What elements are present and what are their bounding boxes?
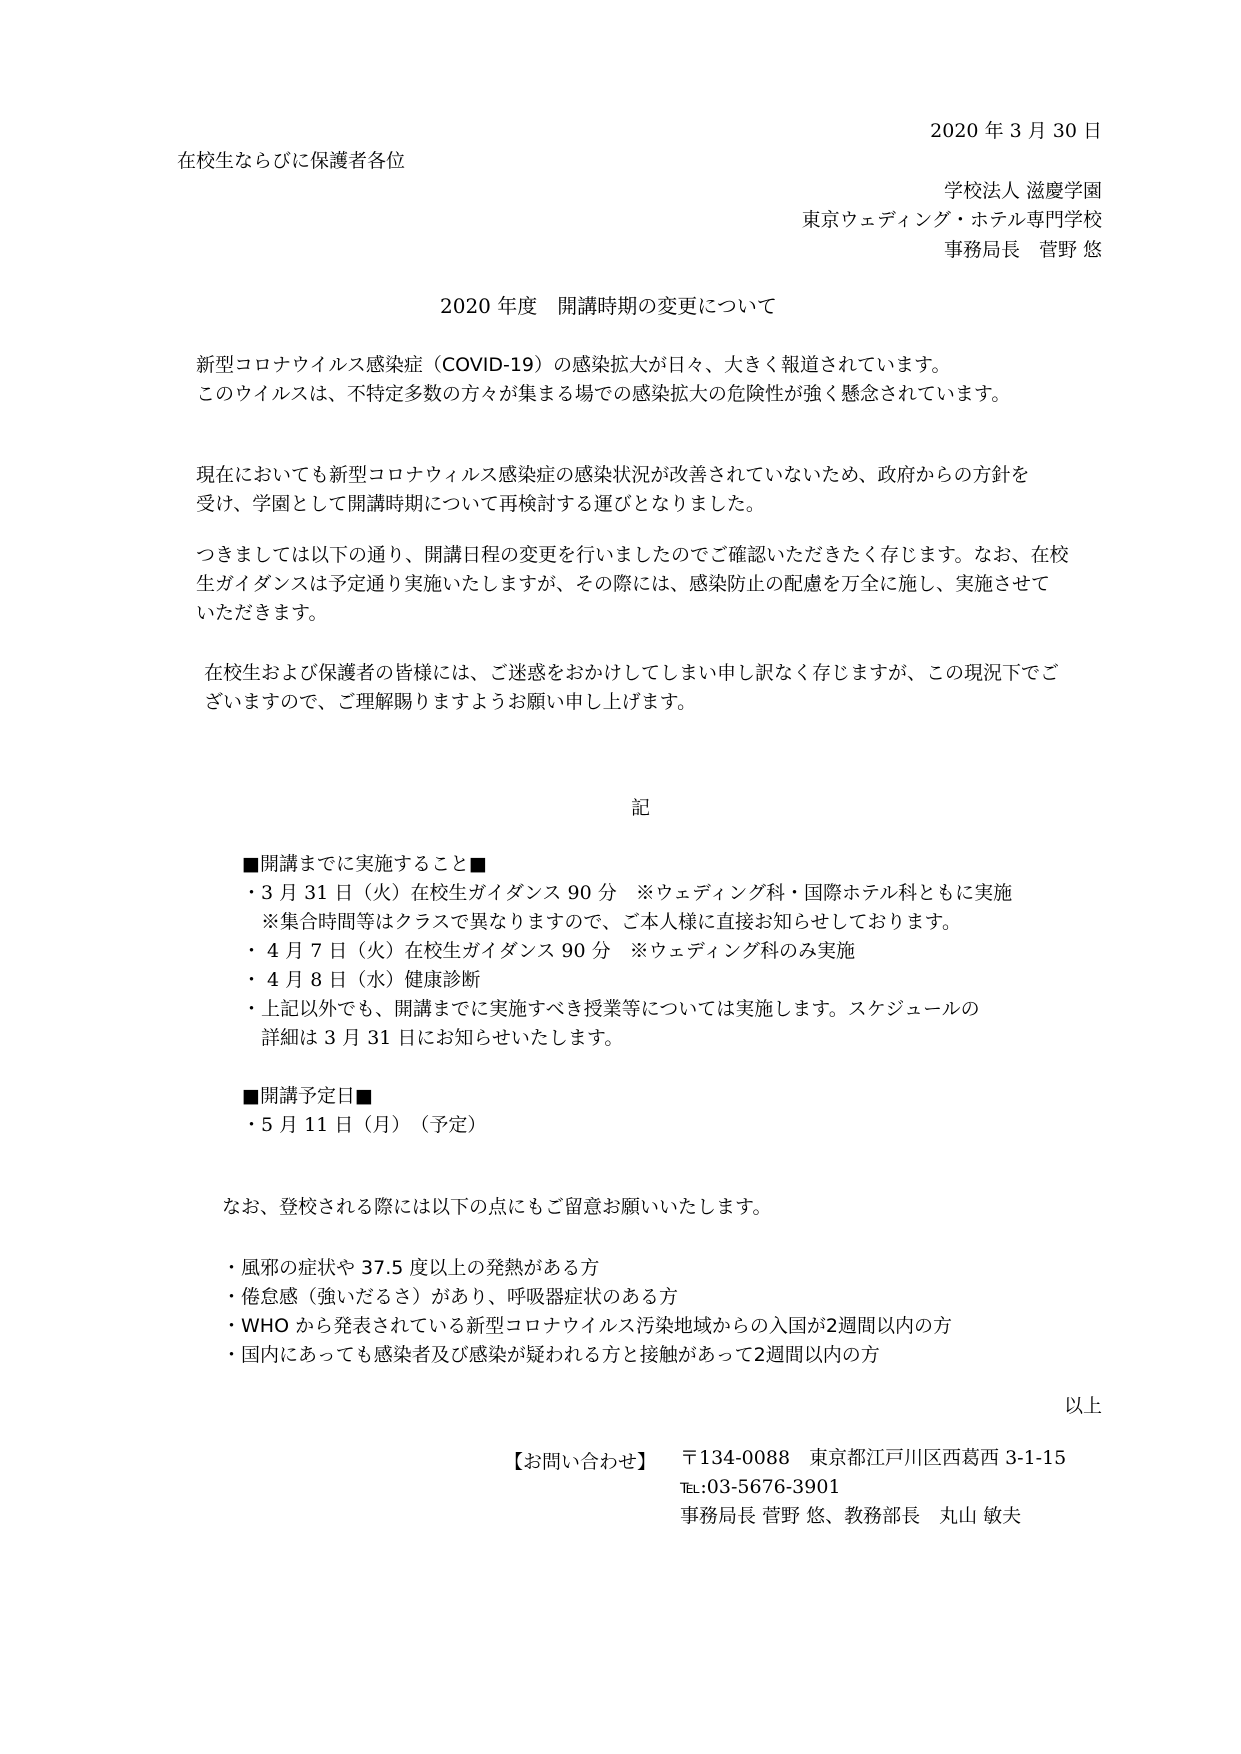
sender-person: 事務局長 菅野 悠 xyxy=(943,239,1102,261)
paragraph-line: いただきます。 xyxy=(196,602,328,624)
list-item: ・ 4 月 8 日（水）健康診断 xyxy=(242,969,481,991)
paragraph-line: 在校生および保護者の皆様には、ご迷惑をおかけしてしまい申し訳なく存じますが、この現況下でご xyxy=(204,662,1060,684)
sender-school: 東京ウェディング・ホテル専門学校 xyxy=(801,209,1102,231)
schedule-start-section xyxy=(242,1082,486,1140)
document-date: 2020 年 3 月 30 日 xyxy=(930,120,1102,142)
section-heading: ■開講予定日■ xyxy=(242,1085,373,1107)
document-title: 2020 年度 開講時期の変更について xyxy=(440,294,777,318)
paragraph-1 xyxy=(196,461,1030,519)
closing-mark: 以上 xyxy=(1063,1395,1102,1417)
notes-list xyxy=(222,1254,952,1370)
paragraph-2 xyxy=(196,541,1068,628)
contact-address: 〒134-0088 東京都江戸川区西葛西 3-1-15 xyxy=(680,1447,1067,1469)
ki-marker: 記 xyxy=(631,797,651,819)
paragraph-3 xyxy=(204,659,1059,717)
list-item: ・5 月 11 日（月） （予定） xyxy=(242,1114,487,1136)
contact-persons: 事務局長 菅野 悠、教務部長 丸山 敏夫 xyxy=(680,1505,1022,1527)
list-item: ※集合時間等はクラスで異なりますので、ご本人様に直接お知らせしております。 xyxy=(242,911,961,933)
intro-line: このウイルスは、不特定多数の方々が集まる場での感染拡大の危険性が強く懸念されています。 xyxy=(196,383,1011,405)
schedule-before-list xyxy=(242,879,1012,1053)
list-item: ・ 4 月 7 日（火）在校生ガイダンス 90 分 ※ウェディング科のみ実施 xyxy=(242,940,855,962)
section-heading: ■開講までに実施すること■ xyxy=(242,853,487,875)
paragraph-line: 生ガイダンスは予定通り実施いたしますが、その際には、感染防止の配慮を万全に施し、実施させて xyxy=(196,573,1051,595)
list-item: ・3 月 31 日（火）在校生ガイダンス 90 分 ※ウェディング科・国際ホテル科ともに実施 xyxy=(242,882,1013,904)
addressee: 在校生ならびに保護者各位 xyxy=(177,150,406,172)
paragraph-line: つきましては以下の通り、開講日程の変更を行いましたのでご確認いただきたく存じます。なお、在校 xyxy=(196,544,1069,566)
sender-organization: 学校法人 滋慶学園 xyxy=(943,180,1102,202)
list-item: ・WHO から発表されている新型コロナウイルス汚染地域からの入国が2週間以内の方 xyxy=(222,1315,953,1337)
intro-paragraph xyxy=(196,351,1010,409)
list-item: ・風邪の症状や 37.5 度以上の発熱がある方 xyxy=(222,1257,600,1279)
contact-details xyxy=(680,1444,1066,1531)
schedule-before-section xyxy=(242,850,487,879)
paragraph-line: 受け、学園として開講時期について再検討する運びとなりました。 xyxy=(196,493,765,515)
list-item: ・倦怠感（強いだるさ）があり、呼吸器症状のある方 xyxy=(222,1286,679,1308)
paragraph-line: 現在においても新型コロナウィルス感染症の感染状況が改善されていないため、政府からの方針を xyxy=(196,464,1030,486)
list-item: 詳細は 3 月 31 日にお知らせいたします。 xyxy=(242,1027,624,1049)
notes-intro: なお、登校される際には以下の点にもご留意お願いいたします。 xyxy=(222,1196,772,1218)
paragraph-line: ざいますので、ご理解賜りますようお願い申し上げます。 xyxy=(204,691,697,713)
list-item: ・国内にあっても感染者及び感染が疑われる方と接触があって2週間以内の方 xyxy=(222,1344,880,1366)
contact-tel: ℡:03-5676-3901 xyxy=(680,1476,841,1498)
intro-line: 新型コロナウイルス感染症（COVID-19）の感染拡大が日々、大きく報道されています。 xyxy=(196,354,951,376)
list-item: ・上記以外でも、開講までに実施すべき授業等については実施します。スケジュールの xyxy=(242,998,980,1020)
contact-label: 【お問い合わせ】 xyxy=(504,1451,657,1473)
